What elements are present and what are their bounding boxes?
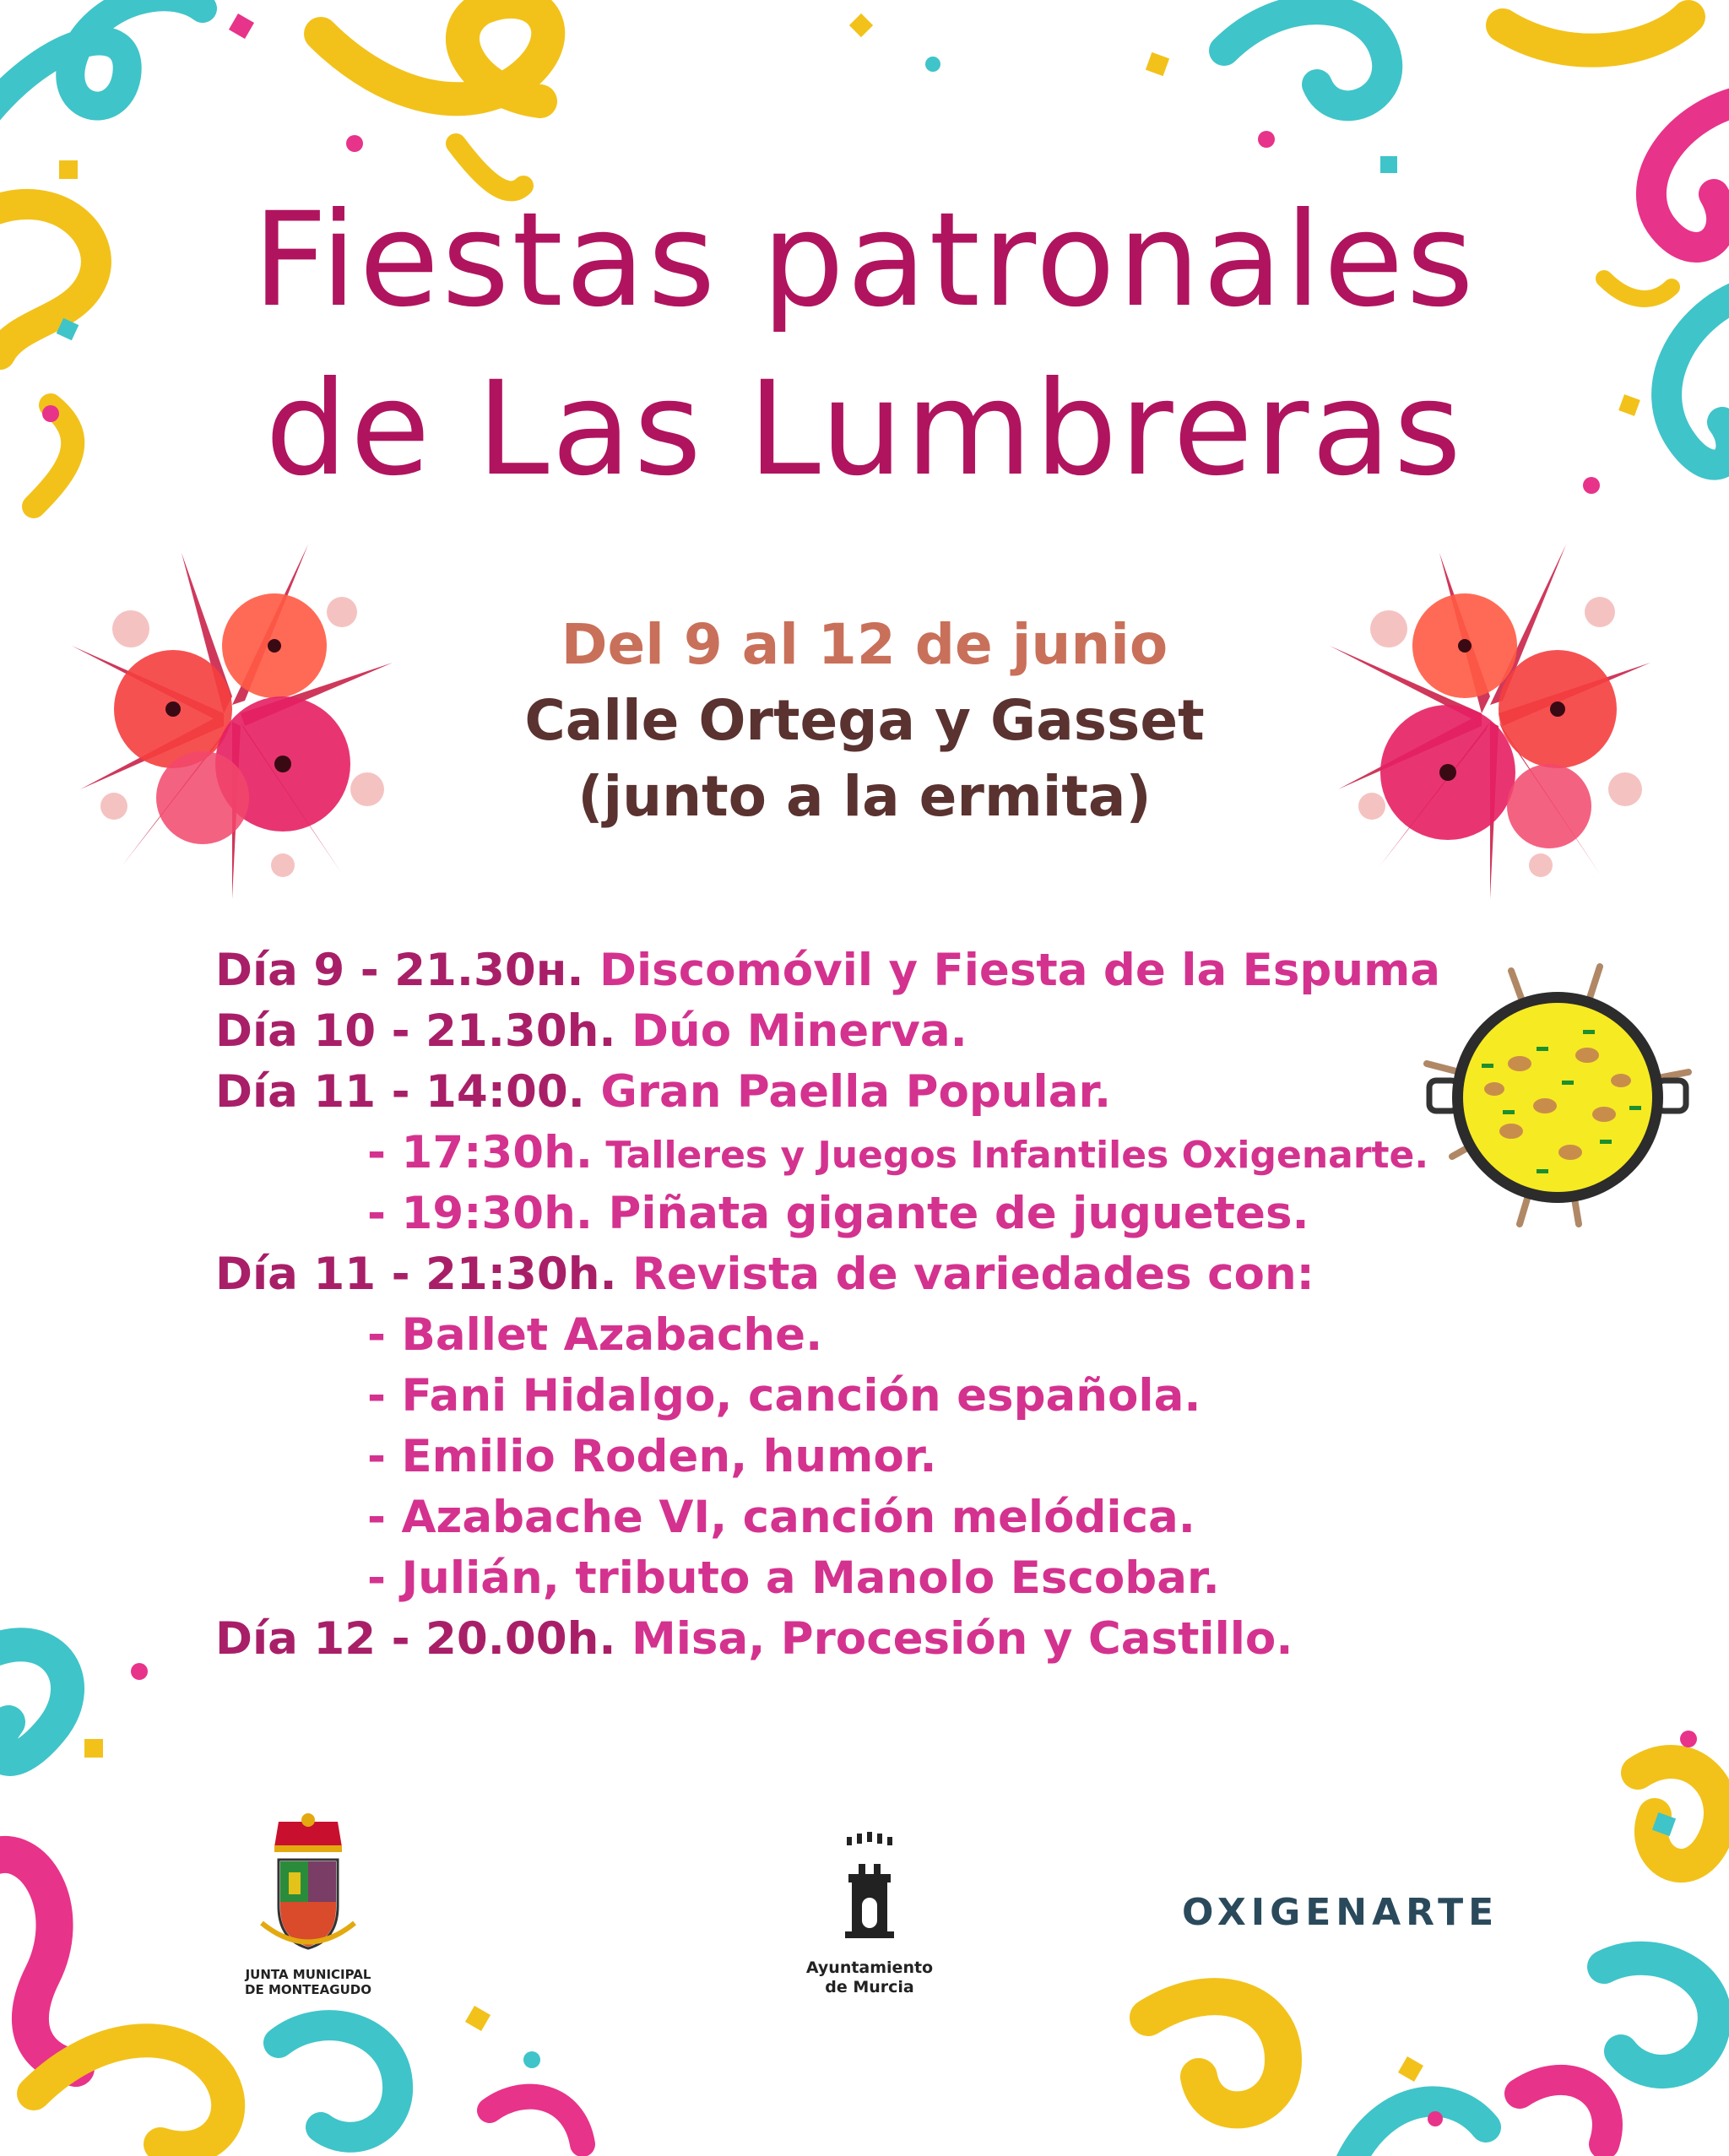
program-text: Dúo Minerva.: [615, 1005, 967, 1057]
program-item: [215, 1066, 1112, 1118]
page-title-line1: Fiestas patronales: [252, 185, 1477, 336]
program-item: [215, 1005, 967, 1057]
ayuntamiento-logo-text: [785, 1958, 954, 1997]
program-item: [367, 1127, 1429, 1178]
junta-logo-text: [228, 1967, 388, 1997]
program-item: [367, 1492, 1195, 1543]
program-text: - Ballet Azabache.: [367, 1309, 823, 1361]
program-text: Revista de variedades con:: [616, 1249, 1314, 1300]
program-day: Día 11 - 21:30h.: [215, 1249, 617, 1300]
program-item: [367, 1370, 1201, 1422]
event-dates: Del 9 al 12 de junio: [561, 612, 1168, 677]
program-item: [215, 1249, 1314, 1300]
program-text: Discomóvil y Fiesta de la Espuma: [583, 945, 1441, 996]
ayuntamiento-line2: de Murcia: [825, 1977, 914, 1996]
program-item: [215, 1613, 1293, 1665]
program-text: - Fani Hidalgo, canción española.: [367, 1370, 1201, 1422]
junta-coat-of-arms-icon: [245, 1813, 371, 1965]
program-item: [367, 1309, 823, 1361]
event-location-note: (junto a la ermita): [577, 764, 1152, 829]
paella-icon: [1418, 962, 1697, 1232]
program-day: Día 11 - 14:00.: [215, 1066, 585, 1118]
program-day: - 19:30h.: [367, 1188, 593, 1239]
program-text: Piñata gigante de juguetes.: [593, 1188, 1309, 1239]
program-item: [215, 945, 1441, 996]
program-text: Misa, Procesión y Castillo.: [615, 1613, 1293, 1665]
junta-line1: JUNTA MUNICIPAL: [245, 1967, 371, 1982]
oxigenarte-logo: OXIGENARTE: [1182, 1891, 1499, 1934]
program-item: [367, 1552, 1220, 1604]
program-text: Talleres y Juegos Infantiles Oxigenarte.: [593, 1134, 1429, 1177]
program-day: Día 9 - 21.30ʜ.: [215, 945, 584, 996]
event-location: Calle Ortega y Gasset: [524, 688, 1205, 753]
ayuntamiento-line1: Ayuntamiento: [805, 1958, 934, 1977]
program-day: Día 10 - 21.30h.: [215, 1005, 616, 1057]
program-item: [367, 1188, 1309, 1239]
program-text: Gran Paella Popular.: [584, 1066, 1112, 1118]
page-title-line2: de Las Lumbreras: [265, 354, 1464, 505]
program-text: - Azabache VI, canción melódica.: [367, 1492, 1195, 1543]
program-day: - 17:30h.: [367, 1127, 593, 1178]
program-text: - Julián, tributo a Manolo Escobar.: [367, 1552, 1220, 1604]
program-text: - Emilio Roden, humor.: [367, 1431, 937, 1482]
program-day: Día 12 - 20.00h.: [215, 1613, 616, 1665]
program-item: [367, 1431, 937, 1482]
junta-line2: DE MONTEAGUDO: [245, 1982, 371, 1997]
ayuntamiento-castle-icon: [840, 1830, 899, 1948]
